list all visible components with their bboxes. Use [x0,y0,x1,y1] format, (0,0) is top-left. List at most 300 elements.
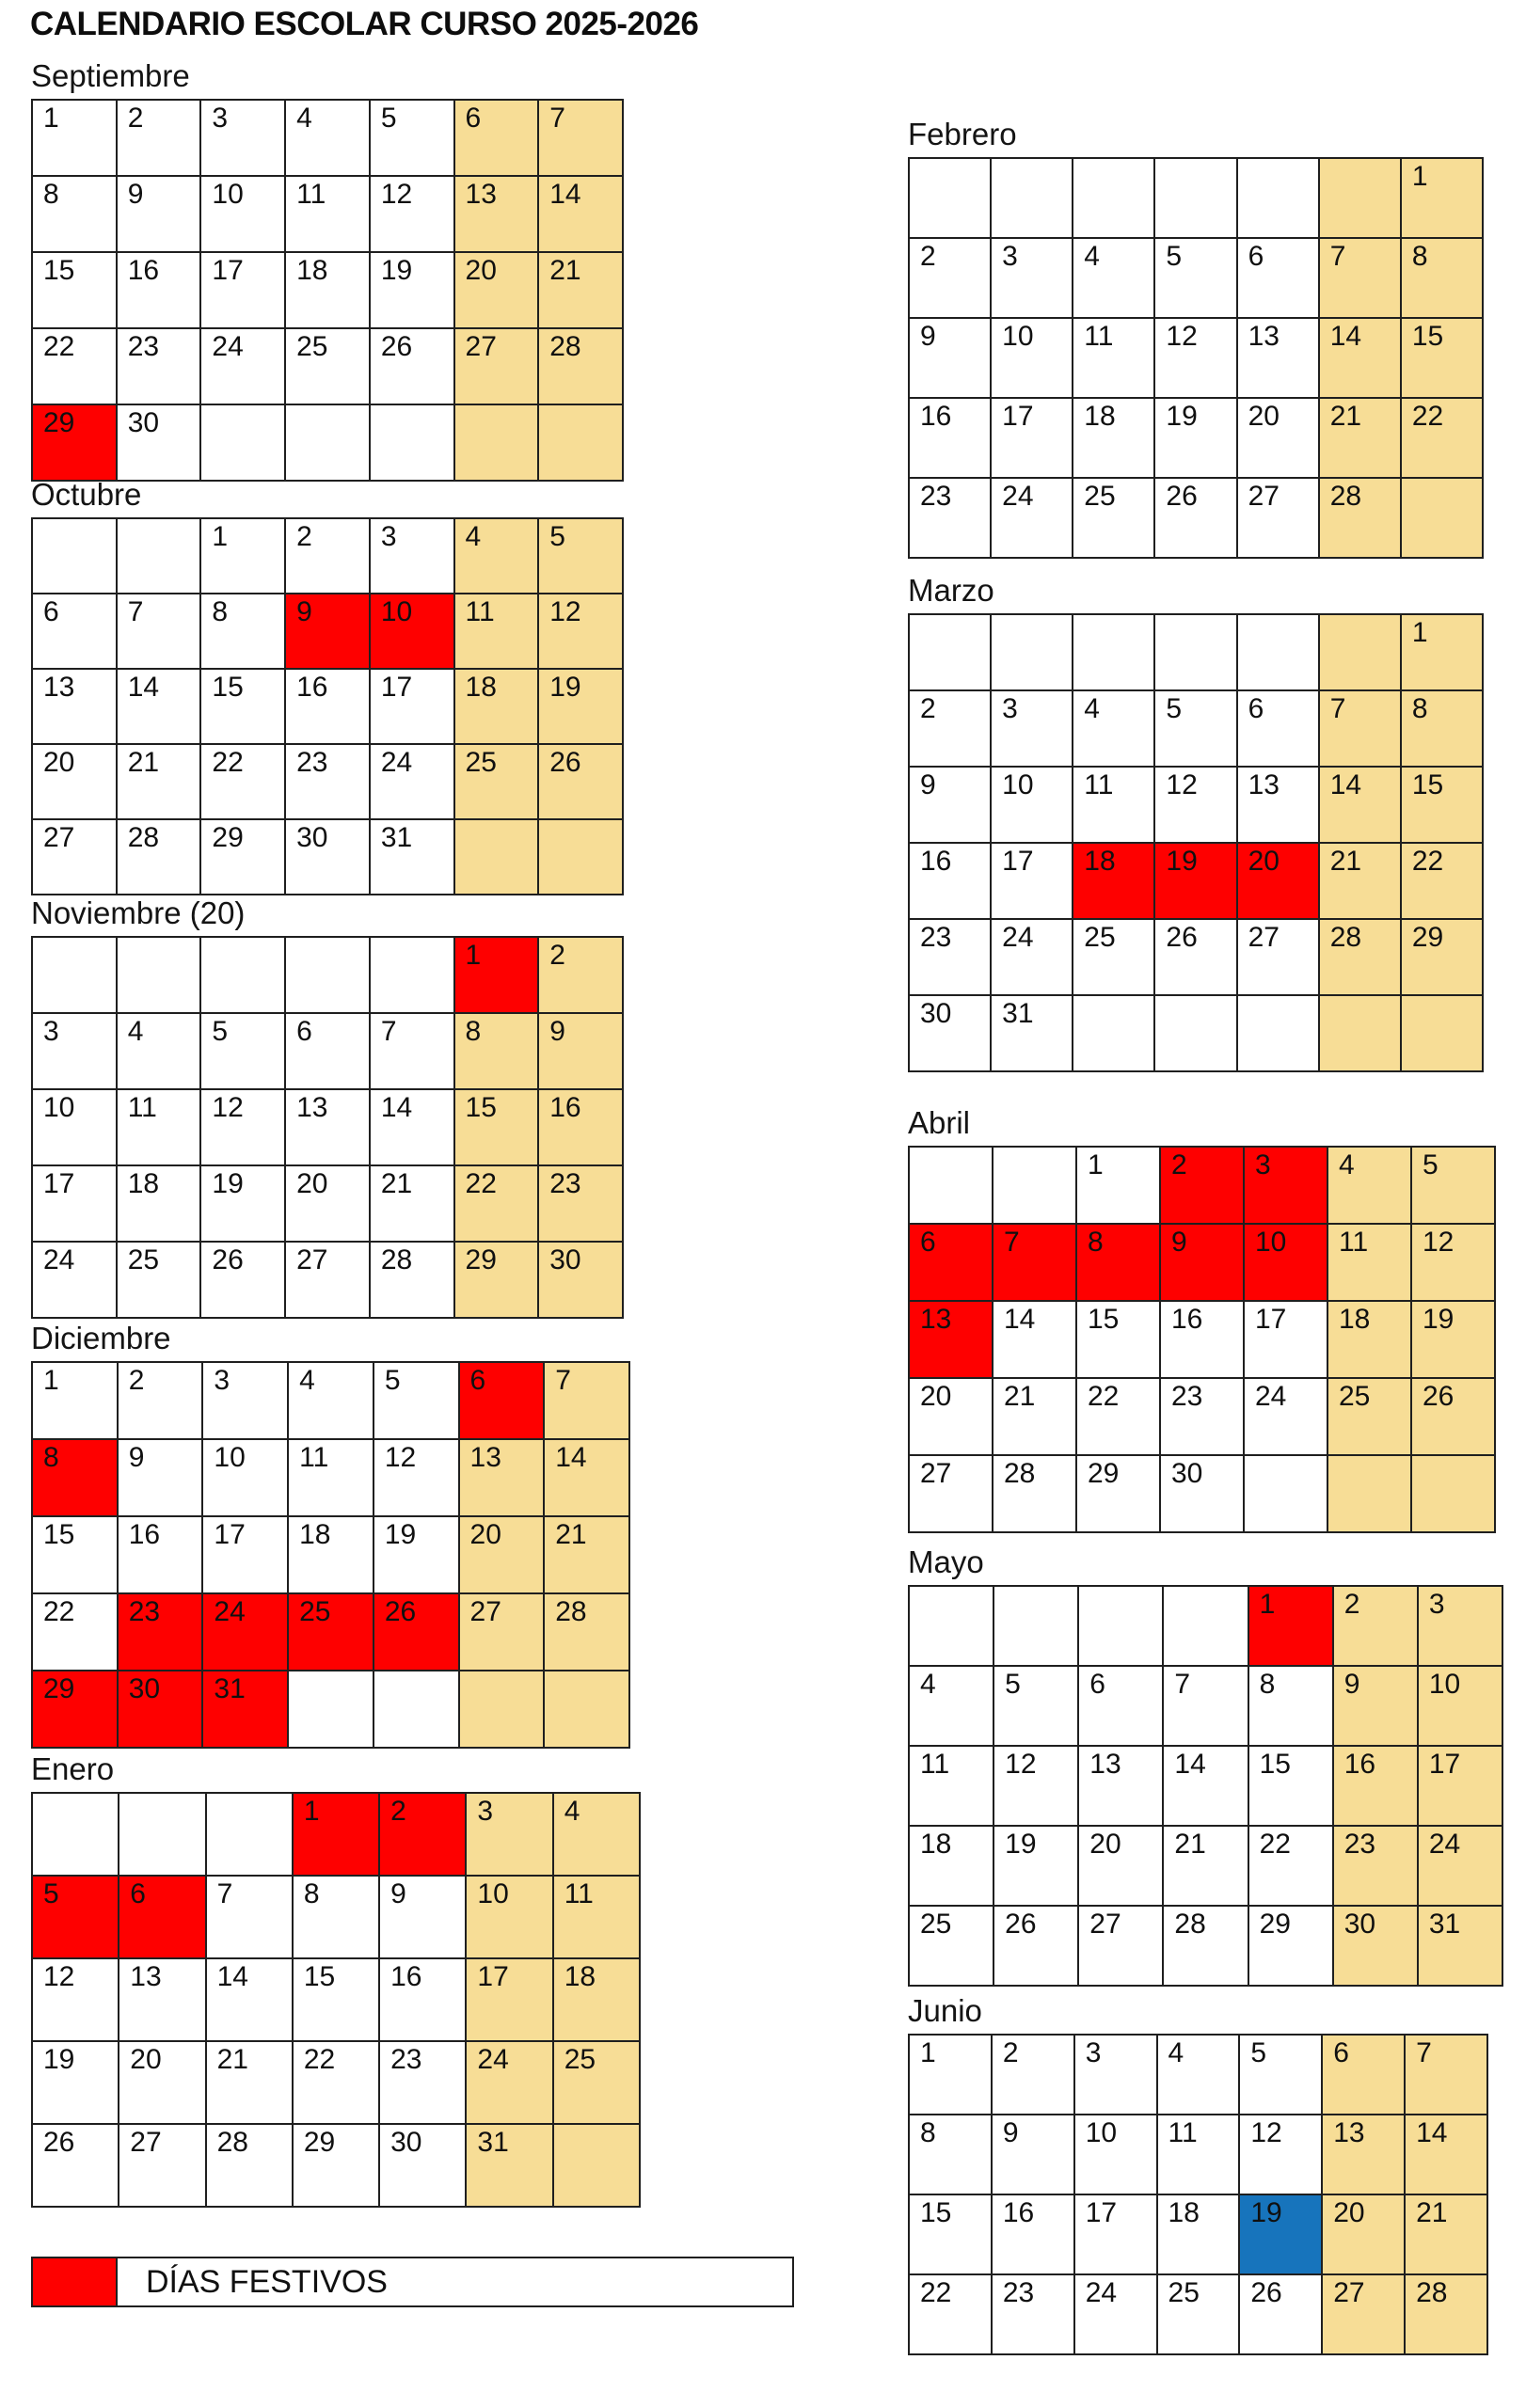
abril-day-3: 3 [1244,1147,1327,1224]
junio-day-27: 27 [1322,2274,1405,2354]
noviembre-20-week-row [32,1013,623,1089]
septiembre-day-13: 13 [454,176,539,252]
junio-day-11: 11 [1157,2115,1240,2194]
mayo-day-16: 16 [1333,1746,1418,1826]
noviembre-20-day-3: 3 [32,1013,117,1089]
noviembre-20-day-28: 28 [370,1242,454,1318]
marzo-week-row [909,614,1483,690]
month-label-septiembre: Septiembre [31,58,190,93]
enero-day-15: 15 [293,1958,379,2041]
octubre-day-28: 28 [117,819,201,895]
octubre-day-14: 14 [117,669,201,744]
enero-day-27: 27 [119,2124,205,2207]
marzo-empty-cell [1319,614,1401,690]
month-mayo [908,1543,1503,1987]
abril-day-24: 24 [1244,1378,1327,1455]
octubre-day-25: 25 [454,744,539,819]
febrero-empty-cell [1154,158,1236,238]
mayo-week-row [909,1746,1502,1826]
diciembre-day-27: 27 [459,1593,545,1671]
month-grid-febrero [908,157,1484,559]
abril-week-row [909,1378,1495,1455]
marzo-day-24: 24 [991,919,1073,995]
diciembre-week-row [32,1516,629,1593]
enero-day-21: 21 [206,2041,293,2124]
septiembre-week-row [32,252,623,328]
diciembre-day-3: 3 [202,1362,288,1439]
mayo-day-27: 27 [1078,1906,1163,1986]
octubre-day-21: 21 [117,744,201,819]
marzo-empty-cell [1073,995,1154,1071]
noviembre-20-empty-cell [285,937,370,1013]
enero-day-6: 6 [119,1876,205,1958]
marzo-empty-cell [1154,995,1236,1071]
diciembre-day-23: 23 [118,1593,203,1671]
abril-day-22: 22 [1076,1378,1160,1455]
abril-day-23: 23 [1160,1378,1244,1455]
noviembre-20-day-5: 5 [200,1013,285,1089]
marzo-day-18: 18 [1073,843,1154,919]
febrero-empty-cell [991,158,1073,238]
marzo-day-7: 7 [1319,690,1401,767]
marzo-week-row [909,690,1483,767]
enero-day-9: 9 [379,1876,466,1958]
abril-day-8: 8 [1076,1224,1160,1301]
octubre-day-11: 11 [454,594,539,669]
febrero-empty-cell [1237,158,1319,238]
diciembre-day-1: 1 [32,1362,118,1439]
junio-day-18: 18 [1157,2194,1240,2274]
febrero-day-26: 26 [1154,478,1236,558]
septiembre-empty-cell [454,404,539,481]
mayo-empty-cell [993,1586,1078,1666]
septiembre-day-8: 8 [32,176,117,252]
mayo-day-11: 11 [909,1746,993,1826]
abril-day-12: 12 [1411,1224,1495,1301]
mayo-day-23: 23 [1333,1826,1418,1906]
noviembre-20-day-14: 14 [370,1089,454,1165]
diciembre-empty-cell [459,1671,545,1748]
diciembre-day-30: 30 [118,1671,203,1748]
octubre-empty-cell [454,819,539,895]
enero-day-29: 29 [293,2124,379,2207]
abril-day-26: 26 [1411,1378,1495,1455]
septiembre-empty-cell [200,404,285,481]
junio-day-12: 12 [1239,2115,1322,2194]
enero-week-row [32,1876,640,1958]
febrero-day-2: 2 [909,238,991,318]
septiembre-week-row [32,176,623,252]
marzo-empty-cell [1237,614,1319,690]
febrero-day-8: 8 [1401,238,1483,318]
enero-day-31: 31 [466,2124,552,2207]
diciembre-day-4: 4 [288,1362,374,1439]
octubre-day-20: 20 [32,744,117,819]
month-label-noviembre-20: Noviembre (20) [31,895,246,930]
octubre-day-19: 19 [538,669,623,744]
noviembre-20-day-15: 15 [454,1089,539,1165]
octubre-day-2: 2 [285,518,370,594]
diciembre-day-2: 2 [118,1362,203,1439]
junio-day-5: 5 [1239,2035,1322,2115]
febrero-day-1: 1 [1401,158,1483,238]
mayo-empty-cell [909,1586,993,1666]
septiembre-day-21: 21 [538,252,623,328]
septiembre-day-23: 23 [117,328,201,404]
septiembre-day-19: 19 [370,252,454,328]
marzo-day-6: 6 [1237,690,1319,767]
legend [31,2257,794,2307]
noviembre-20-day-2: 2 [538,937,623,1013]
marzo-day-4: 4 [1073,690,1154,767]
octubre-day-16: 16 [285,669,370,744]
noviembre-20-day-25: 25 [117,1242,201,1318]
octubre-day-26: 26 [538,744,623,819]
febrero-empty-cell [909,158,991,238]
month-label-abril: Abril [908,1105,971,1140]
septiembre-day-20: 20 [454,252,539,328]
septiembre-day-9: 9 [117,176,201,252]
noviembre-20-day-4: 4 [117,1013,201,1089]
legend-label-box [118,2257,794,2307]
junio-day-8: 8 [909,2115,992,2194]
diciembre-day-8: 8 [32,1439,118,1516]
marzo-day-8: 8 [1401,690,1483,767]
enero-day-22: 22 [293,2041,379,2124]
octubre-day-10: 10 [370,594,454,669]
junio-day-16: 16 [992,2194,1074,2274]
abril-day-10: 10 [1244,1224,1327,1301]
marzo-empty-cell [1401,995,1483,1071]
octubre-day-1: 1 [200,518,285,594]
enero-week-row [32,1793,640,1876]
diciembre-day-25: 25 [288,1593,374,1671]
abril-day-25: 25 [1327,1378,1411,1455]
month-marzo [908,571,1484,1072]
abril-day-29: 29 [1076,1455,1160,1532]
febrero-day-11: 11 [1073,318,1154,398]
noviembre-20-day-22: 22 [454,1165,539,1242]
diciembre-day-21: 21 [544,1516,629,1593]
junio-day-26: 26 [1239,2274,1322,2354]
month-octubre [31,475,624,895]
marzo-day-10: 10 [991,767,1073,843]
noviembre-20-day-23: 23 [538,1165,623,1242]
abril-day-5: 5 [1411,1147,1495,1224]
mayo-day-20: 20 [1078,1826,1163,1906]
octubre-day-17: 17 [370,669,454,744]
marzo-day-16: 16 [909,843,991,919]
septiembre-day-12: 12 [370,176,454,252]
enero-day-10: 10 [466,1876,552,1958]
month-grid-diciembre [31,1361,630,1749]
septiembre-day-27: 27 [454,328,539,404]
enero-day-1: 1 [293,1793,379,1876]
noviembre-20-week-row [32,1089,623,1165]
septiembre-week-row [32,328,623,404]
octubre-week-row [32,744,623,819]
month-febrero [908,115,1484,559]
marzo-day-26: 26 [1154,919,1236,995]
marzo-week-row [909,995,1483,1071]
enero-day-28: 28 [206,2124,293,2207]
mayo-day-8: 8 [1248,1666,1333,1746]
mayo-day-6: 6 [1078,1666,1163,1746]
junio-day-23: 23 [992,2274,1074,2354]
marzo-empty-cell [909,614,991,690]
diciembre-empty-cell [374,1671,459,1748]
mayo-empty-cell [1163,1586,1248,1666]
marzo-empty-cell [1154,614,1236,690]
junio-day-24: 24 [1074,2274,1157,2354]
month-grid-junio [908,2034,1488,2355]
enero-day-8: 8 [293,1876,379,1958]
noviembre-20-day-21: 21 [370,1165,454,1242]
mayo-day-30: 30 [1333,1906,1418,1986]
month-grid-marzo [908,613,1484,1072]
noviembre-20-day-1: 1 [454,937,539,1013]
noviembre-20-day-20: 20 [285,1165,370,1242]
diciembre-day-17: 17 [202,1516,288,1593]
octubre-empty-cell [32,518,117,594]
abril-day-19: 19 [1411,1301,1495,1378]
febrero-week-row [909,238,1483,318]
febrero-empty-cell [1401,478,1483,558]
mayo-week-row [909,1826,1502,1906]
abril-week-row [909,1224,1495,1301]
abril-week-row [909,1147,1495,1224]
month-enero [31,1750,641,2208]
febrero-day-24: 24 [991,478,1073,558]
enero-day-4: 4 [553,1793,640,1876]
enero-day-5: 5 [32,1876,119,1958]
junio-day-21: 21 [1405,2194,1487,2274]
marzo-week-row [909,843,1483,919]
abril-week-row [909,1455,1495,1532]
septiembre-day-2: 2 [117,100,201,176]
marzo-empty-cell [991,614,1073,690]
mayo-day-1: 1 [1248,1586,1333,1666]
noviembre-20-day-10: 10 [32,1089,117,1165]
enero-day-26: 26 [32,2124,119,2207]
mayo-day-15: 15 [1248,1746,1333,1826]
junio-day-14: 14 [1405,2115,1487,2194]
octubre-day-3: 3 [370,518,454,594]
enero-day-19: 19 [32,2041,119,2124]
enero-day-12: 12 [32,1958,119,2041]
junio-day-2: 2 [992,2035,1074,2115]
marzo-day-21: 21 [1319,843,1401,919]
febrero-day-4: 4 [1073,238,1154,318]
junio-day-10: 10 [1074,2115,1157,2194]
abril-day-15: 15 [1076,1301,1160,1378]
febrero-day-9: 9 [909,318,991,398]
marzo-empty-cell [1073,614,1154,690]
marzo-day-3: 3 [991,690,1073,767]
abril-day-1: 1 [1076,1147,1160,1224]
marzo-day-15: 15 [1401,767,1483,843]
febrero-empty-cell [1073,158,1154,238]
diciembre-day-9: 9 [118,1439,203,1516]
febrero-day-14: 14 [1319,318,1401,398]
diciembre-day-16: 16 [118,1516,203,1593]
febrero-week-row [909,158,1483,238]
octubre-week-row [32,518,623,594]
abril-day-16: 16 [1160,1301,1244,1378]
noviembre-20-day-17: 17 [32,1165,117,1242]
octubre-week-row [32,669,623,744]
octubre-day-9: 9 [285,594,370,669]
octubre-day-27: 27 [32,819,117,895]
page-title: CALENDARIO ESCOLAR CURSO 2025-2026 [30,6,699,42]
noviembre-20-day-13: 13 [285,1089,370,1165]
junio-day-9: 9 [992,2115,1074,2194]
septiembre-day-29: 29 [32,404,117,481]
febrero-day-19: 19 [1154,398,1236,478]
junio-day-19: 19 [1239,2194,1322,2274]
junio-week-row [909,2035,1487,2115]
febrero-day-3: 3 [991,238,1073,318]
legend-holiday-swatch [31,2257,118,2307]
febrero-day-5: 5 [1154,238,1236,318]
month-septiembre [31,56,624,482]
noviembre-20-day-8: 8 [454,1013,539,1089]
month-grid-abril [908,1146,1496,1533]
septiembre-day-11: 11 [285,176,370,252]
octubre-day-29: 29 [200,819,285,895]
septiembre-day-17: 17 [200,252,285,328]
marzo-day-28: 28 [1319,919,1401,995]
marzo-day-31: 31 [991,995,1073,1071]
enero-day-24: 24 [466,2041,552,2124]
diciembre-day-29: 29 [32,1671,118,1748]
diciembre-day-20: 20 [459,1516,545,1593]
month-junio [908,1991,1488,2355]
octubre-day-12: 12 [538,594,623,669]
septiembre-empty-cell [538,404,623,481]
month-abril [908,1103,1496,1533]
junio-day-20: 20 [1322,2194,1405,2274]
mayo-day-19: 19 [993,1826,1078,1906]
marzo-day-29: 29 [1401,919,1483,995]
diciembre-day-22: 22 [32,1593,118,1671]
diciembre-week-row [32,1362,629,1439]
septiembre-day-24: 24 [200,328,285,404]
enero-empty-cell [553,2124,640,2207]
marzo-day-25: 25 [1073,919,1154,995]
septiembre-day-6: 6 [454,100,539,176]
marzo-week-row [909,767,1483,843]
enero-empty-cell [32,1793,119,1876]
diciembre-day-28: 28 [544,1593,629,1671]
enero-day-14: 14 [206,1958,293,2041]
octubre-day-30: 30 [285,819,370,895]
noviembre-20-day-9: 9 [538,1013,623,1089]
febrero-day-28: 28 [1319,478,1401,558]
diciembre-week-row [32,1671,629,1748]
febrero-day-16: 16 [909,398,991,478]
marzo-day-5: 5 [1154,690,1236,767]
septiembre-day-14: 14 [538,176,623,252]
diciembre-day-7: 7 [544,1362,629,1439]
febrero-empty-cell [1319,158,1401,238]
noviembre-20-day-12: 12 [200,1089,285,1165]
septiembre-day-26: 26 [370,328,454,404]
febrero-day-7: 7 [1319,238,1401,318]
noviembre-20-week-row [32,937,623,1013]
marzo-week-row [909,919,1483,995]
marzo-day-20: 20 [1237,843,1319,919]
junio-day-1: 1 [909,2035,992,2115]
noviembre-20-day-6: 6 [285,1013,370,1089]
mayo-day-14: 14 [1163,1746,1248,1826]
diciembre-day-18: 18 [288,1516,374,1593]
septiembre-day-4: 4 [285,100,370,176]
abril-day-20: 20 [909,1378,993,1455]
abril-day-13: 13 [909,1301,993,1378]
abril-day-30: 30 [1160,1455,1244,1532]
octubre-day-5: 5 [538,518,623,594]
febrero-day-6: 6 [1237,238,1319,318]
septiembre-week-row [32,100,623,176]
abril-empty-cell [993,1147,1076,1224]
diciembre-empty-cell [288,1671,374,1748]
abril-week-row [909,1301,1495,1378]
enero-week-row [32,2124,640,2207]
mayo-day-18: 18 [909,1826,993,1906]
septiembre-day-16: 16 [117,252,201,328]
enero-day-13: 13 [119,1958,205,2041]
diciembre-day-5: 5 [374,1362,459,1439]
month-grid-noviembre-20 [31,936,624,1319]
diciembre-week-row [32,1439,629,1516]
mayo-day-5: 5 [993,1666,1078,1746]
enero-day-25: 25 [553,2041,640,2124]
enero-day-30: 30 [379,2124,466,2207]
abril-day-27: 27 [909,1455,993,1532]
febrero-week-row [909,478,1483,558]
enero-day-7: 7 [206,1876,293,1958]
febrero-day-21: 21 [1319,398,1401,478]
junio-day-3: 3 [1074,2035,1157,2115]
octubre-empty-cell [117,518,201,594]
diciembre-day-10: 10 [202,1439,288,1516]
noviembre-20-day-30: 30 [538,1242,623,1318]
marzo-day-17: 17 [991,843,1073,919]
junio-day-25: 25 [1157,2274,1240,2354]
mayo-day-24: 24 [1418,1826,1502,1906]
abril-day-28: 28 [993,1455,1076,1532]
diciembre-day-26: 26 [374,1593,459,1671]
mayo-day-29: 29 [1248,1906,1333,1986]
mayo-empty-cell [1078,1586,1163,1666]
month-label-enero: Enero [31,1751,115,1786]
septiembre-day-18: 18 [285,252,370,328]
octubre-empty-cell [538,819,623,895]
mayo-day-12: 12 [993,1746,1078,1826]
noviembre-20-day-26: 26 [200,1242,285,1318]
month-label-marzo: Marzo [908,573,994,608]
noviembre-20-day-7: 7 [370,1013,454,1089]
marzo-day-19: 19 [1154,843,1236,919]
octubre-day-4: 4 [454,518,539,594]
month-noviembre-20 [31,894,624,1319]
junio-week-row [909,2274,1487,2354]
septiembre-day-15: 15 [32,252,117,328]
mayo-day-9: 9 [1333,1666,1418,1746]
marzo-empty-cell [1319,995,1401,1071]
abril-day-21: 21 [993,1378,1076,1455]
